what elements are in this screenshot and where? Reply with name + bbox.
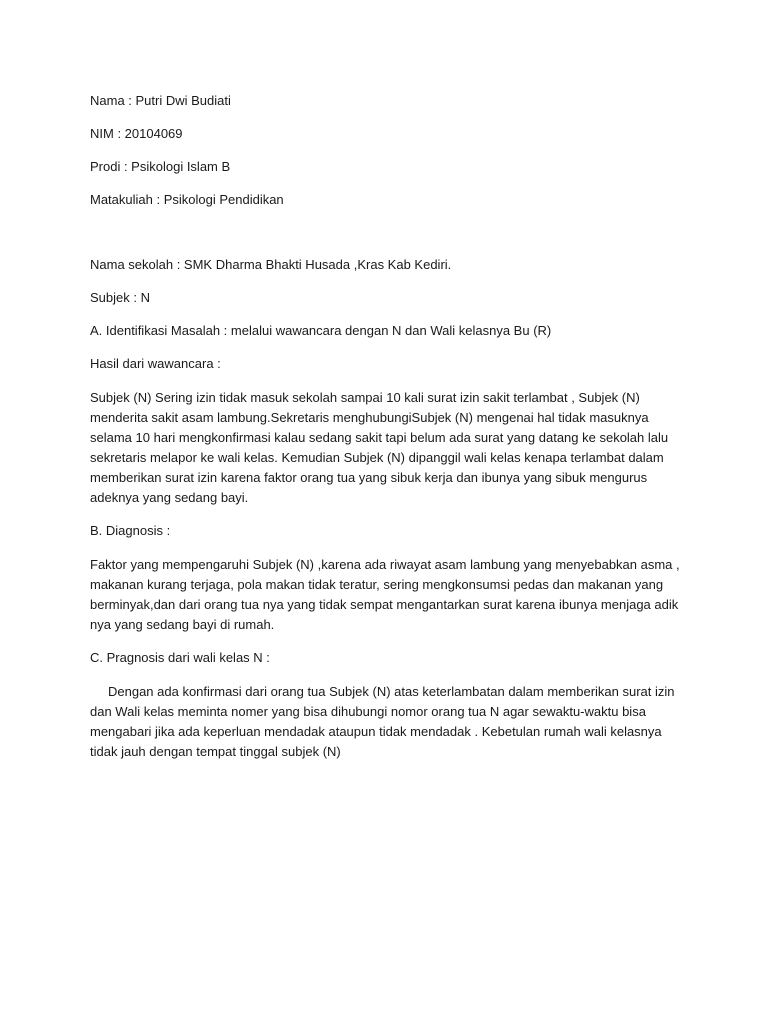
- section-spacer: [90, 224, 690, 256]
- interview-result-paragraph: Subjek (N) Sering izin tidak masuk sekolah sampai 10 kali surat izin sakit terlambat , Subjek (N) menderita sakit asam lambung.Sekretaris menghubungiSubjek (N) mengenai hal tidak masuknya selama 10 hari mengkonfirmasi kalau sedang sakit tapi belum ada surat yang datang ke sekolah lalu sekretaris melapor ke wali kelas. Kemudian Subjek (N) dipanggil wali kelas kenapa terlambat dalam memberikan surat izin karena faktor orang tua yang sibuk kerja dan ibunya yang sibuk mengurus adeknya yang sedang bayi.: [90, 390, 669, 505]
- document-page: [90, 92, 690, 776]
- prognosis-heading: C. Pragnosis dari wali kelas N :: [90, 650, 270, 665]
- student-nim: NIM : 20104069: [90, 126, 183, 141]
- diagnosis-heading: B. Diagnosis :: [90, 523, 171, 538]
- school-name: Nama sekolah : SMK Dharma Bhakti Husada ,Kras Kab Kediri.: [90, 257, 452, 272]
- student-course: Matakuliah : Psikologi Pendidikan: [90, 192, 284, 207]
- student-name: Nama : Putri Dwi Budiati: [90, 93, 231, 108]
- identification-heading: A. Identifikasi Masalah : melalui wawancara dengan N dan Wali kelasnya Bu (R): [90, 323, 552, 338]
- prognosis-paragraph: Dengan ada konfirmasi dari orang tua Subjek (N) atas keterlambatan dalam memberikan surat izin dan Wali kelas meminta nomer yang bisa dihubungi nomor orang tua N agar sewaktu-waktu bisa mengabari jika ada keperluan mendadak ataupun tidak mendadak . Kebetulan rumah wali kelasnya tidak jauh dengan tempat tinggal subjek (N): [90, 684, 675, 759]
- interview-label: Hasil dari wawancara :: [90, 356, 221, 371]
- subject-label: Subjek : N: [90, 290, 150, 305]
- diagnosis-paragraph: Faktor yang mempengaruhi Subjek (N) ,karena ada riwayat asam lambung yang menyebabkan asma , makanan kurang terjaga, pola makan tidak teratur, sering mengkonsumsi pedas dan makanan yang berminyak,dan dari orang tua nya yang tidak sempat mengantarkan surat karena ibunya menjaga adik nya yang sedang bayi di rumah.: [90, 557, 680, 632]
- student-prodi: Prodi : Psikologi Islam B: [90, 159, 231, 174]
